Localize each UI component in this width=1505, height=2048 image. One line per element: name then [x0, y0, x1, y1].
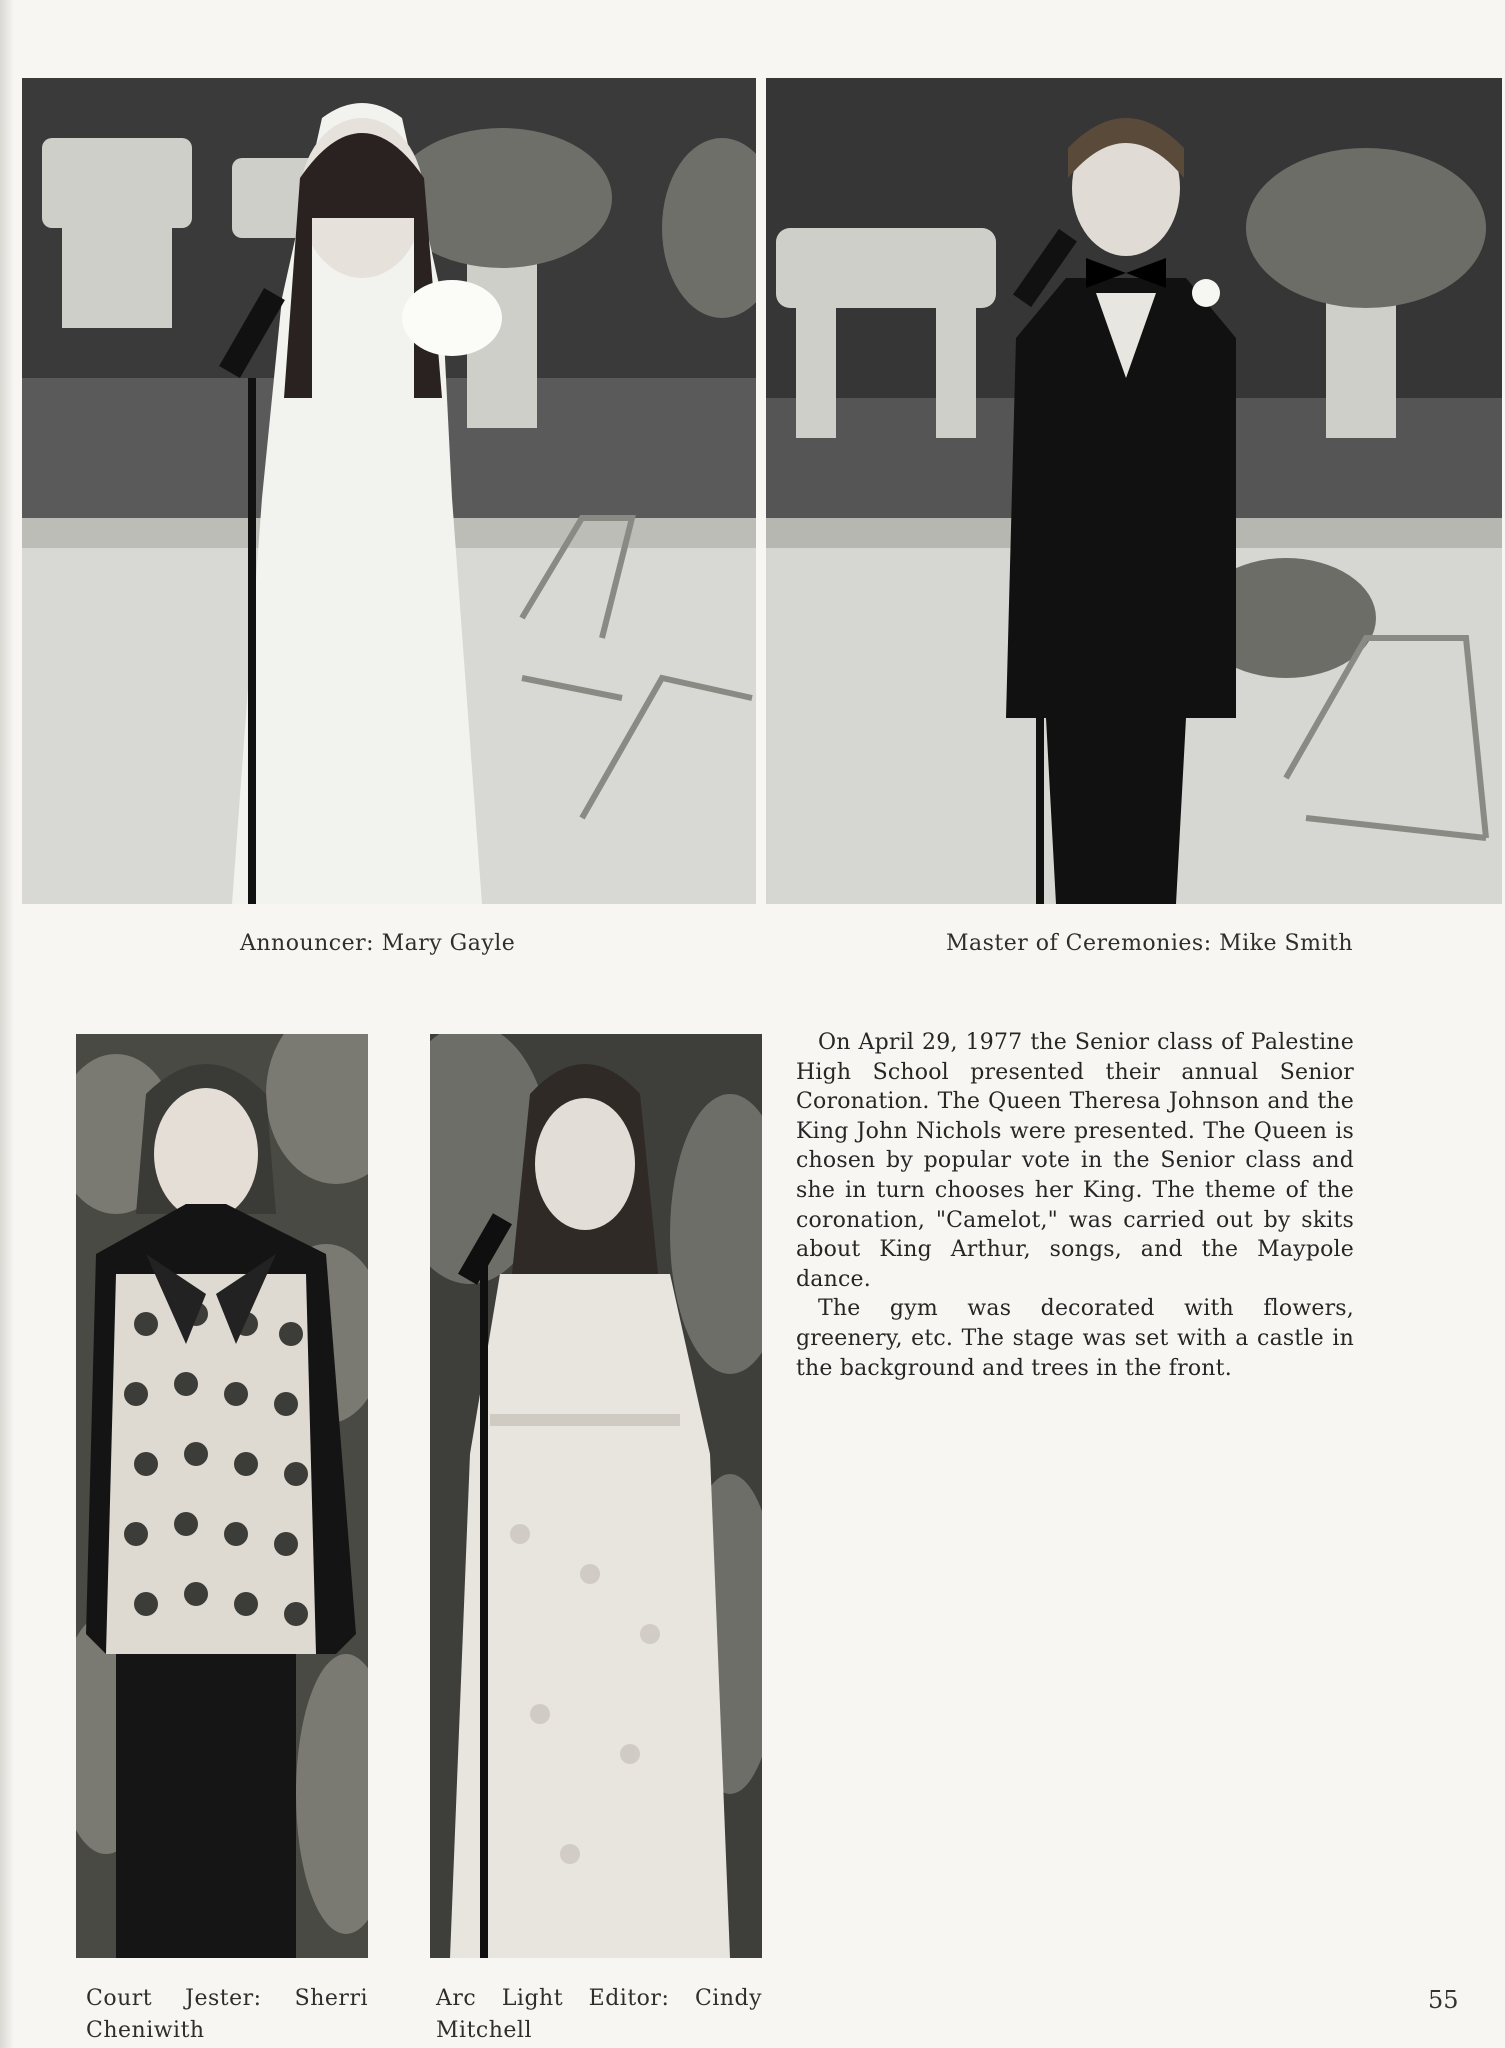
- caption-arc-light-editor: [436, 1983, 762, 2047]
- photo-master-of-ceremonies: [766, 78, 1502, 904]
- photo-court-jester: [76, 1034, 368, 1958]
- article-body: [796, 1028, 1354, 1383]
- photo-arc-light-editor: [430, 1034, 762, 1958]
- page-binding-edge: [0, 0, 14, 2048]
- caption-announcer: Announcer: Mary Gayle: [240, 931, 516, 956]
- photo-announcer: [22, 78, 756, 904]
- article-paragraph-1: On April 29, 1977 the Senior class of Palestine High School presented their annual Senior Coronation. The Queen Theresa Johnson and the King John Nichols were presented. The Queen is chosen by popular vote in the Senior class and she in turn chooses her King. The theme of the coronation, "Camelot," was carried out by skits about King Arthur, songs, and the Maypole dance.: [796, 1030, 1354, 1292]
- page-number: 55: [1428, 1986, 1459, 2014]
- caption-court-jester-line1: Court Jester: Sherri: [86, 1986, 368, 2011]
- caption-court-jester-line2: Cheniwith: [86, 2017, 205, 2043]
- caption-court-jester: [86, 1983, 368, 2047]
- article-paragraph-2: The gym was decorated with flowers, greenery, etc. The stage was set with a castle in the background and trees in the front.: [796, 1296, 1354, 1381]
- caption-arc-light-editor-line2: Mitchell: [436, 2017, 532, 2043]
- caption-master-of-ceremonies: Master of Ceremonies: Mike Smith: [946, 931, 1353, 956]
- caption-arc-light-editor-line1: Arc Light Editor: Cindy: [436, 1986, 762, 2011]
